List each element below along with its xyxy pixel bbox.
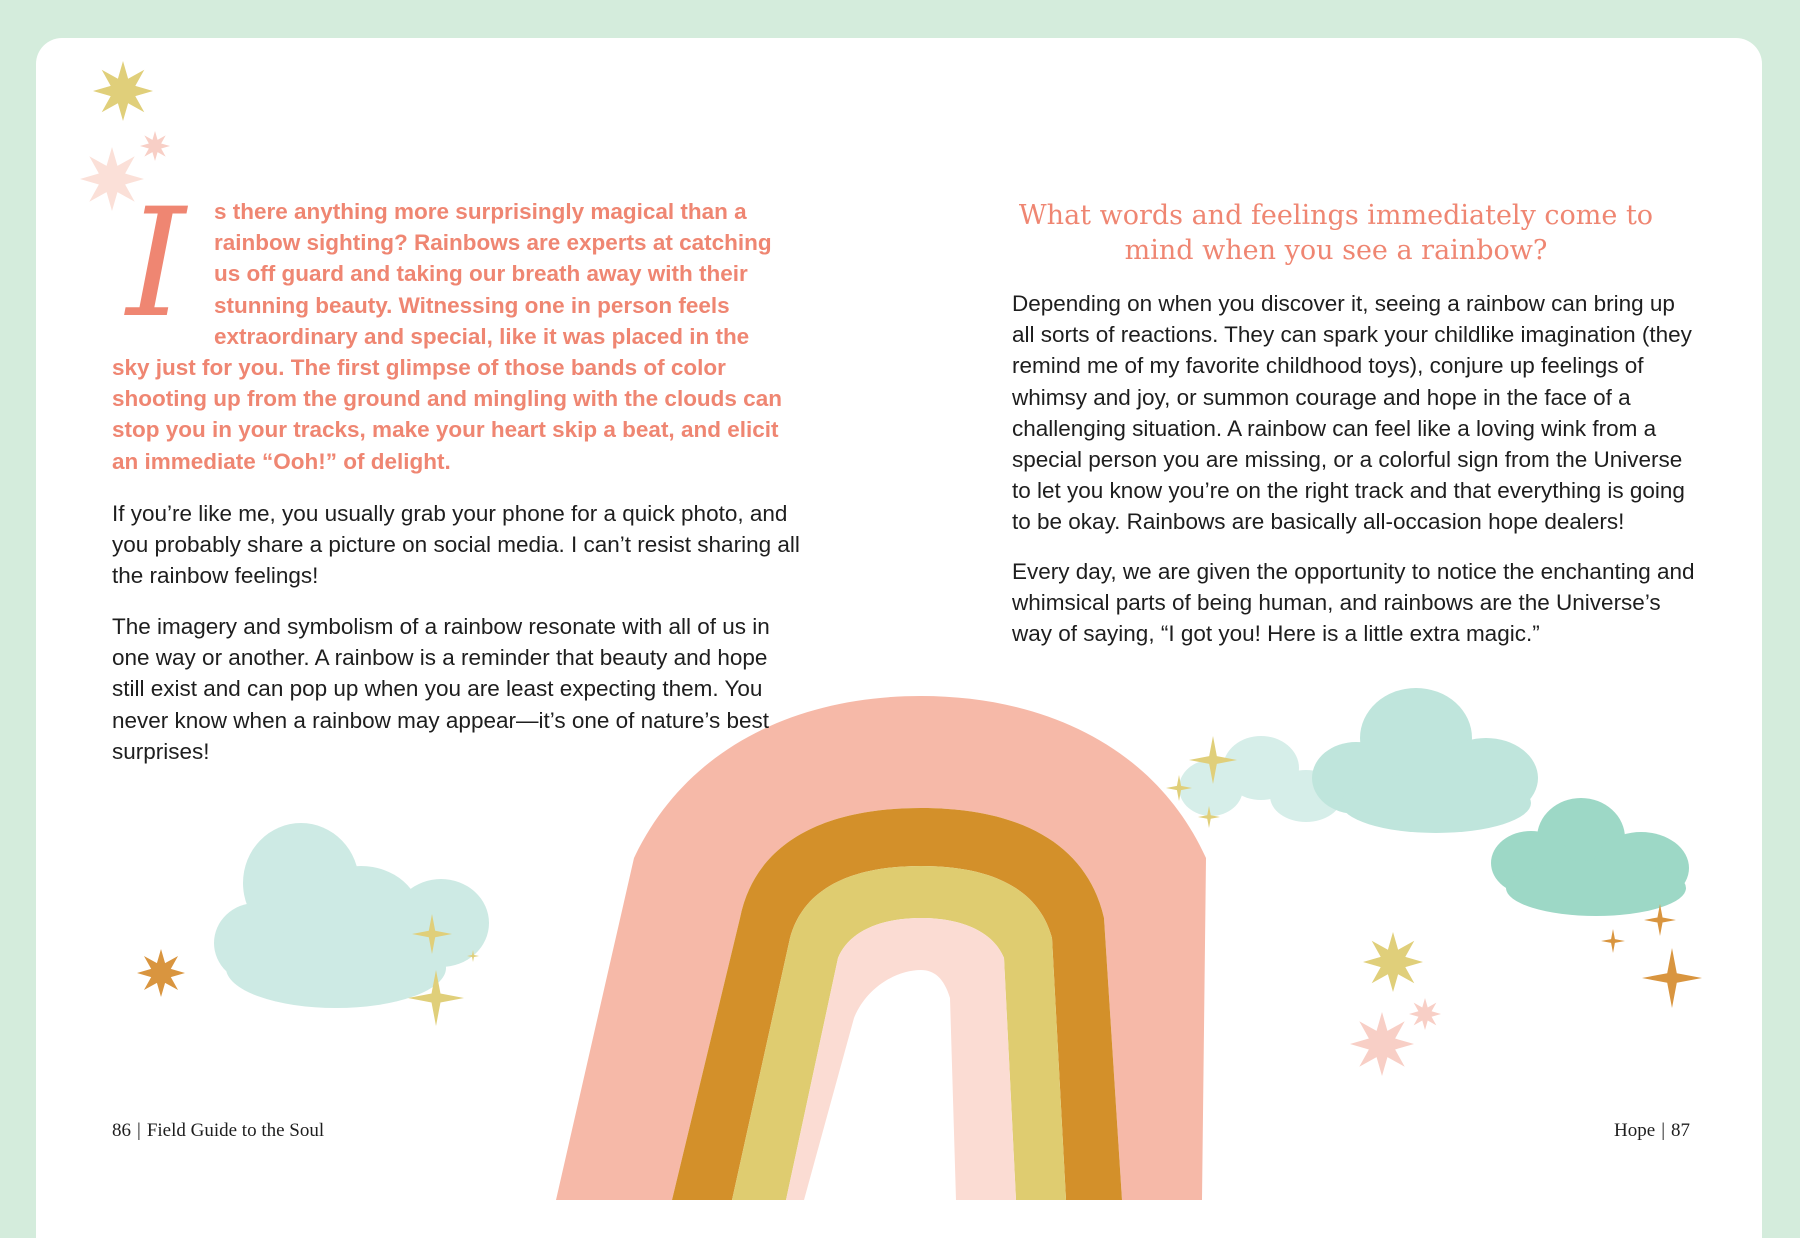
drop-cap: I	[126, 177, 186, 351]
sparkle-star-icon	[1350, 1012, 1414, 1076]
cloud-illustration	[1312, 688, 1538, 833]
sparkle-star-icon	[1601, 929, 1625, 953]
book-spread	[36, 38, 1762, 1238]
folio-separator: |	[137, 1120, 141, 1141]
body-paragraph: Depending on when you discover it, seeing a rainbow can bring up all sorts of reactions. They can spark your childlike imagination (they remind me of my favorite childhood toys), conjure up feelings of whimsy and joy, or summon courage and hope in the face of a challenging situation. A rainbow can feel like a loving wink from a special person you are missing, or a colorful sign from the Universe to let you know you’re on the right track and that everything is going to be okay. Rainbows are basically all-occasion hope dealers!	[1012, 291, 1692, 535]
body-paragraph: The imagery and symbolism of a rainbow resonate with all of us in one way or another. A rainbow is a reminder that beauty and hope still exist and can pop up when you are least expecting them. You never know when a rainbow may appear—it’s one of nature’s best surprises!	[112, 614, 770, 764]
cloud-illustration	[214, 823, 489, 1008]
folio-separator: |	[1661, 1120, 1665, 1141]
section-title: Hope	[1614, 1120, 1656, 1141]
sparkle-star-icon	[137, 949, 185, 997]
book-title: Field Guide to the Soul	[146, 1120, 325, 1141]
lead-paragraph	[112, 177, 792, 477]
sparkle-star-icon	[93, 61, 153, 121]
body-paragraph: If you’re like me, you usually grab your phone for a quick photo, and you probably share a picture on social media. I can’t resist sharing all the rainbow feelings!	[112, 501, 800, 589]
body-paragraph: Every day, we are given the opportunity to notice the enchanting and whimsical parts of being human, and rainbows are the Universe’s way of saying, “I got you! Here is a little extra magic.”	[1012, 559, 1695, 647]
left-page-footer	[112, 1120, 324, 1142]
sparkle-star-icon	[1642, 948, 1702, 1008]
sparkle-star-icon	[1409, 998, 1441, 1030]
page-number: 87	[1671, 1120, 1690, 1141]
page-number: 86	[112, 1120, 131, 1141]
right-page-footer	[1614, 1120, 1690, 1142]
sparkle-star-icon	[140, 131, 170, 161]
journal-prompt-heading: What words and feelings immediately come to mind when you see a rainbow?	[1018, 200, 1654, 266]
rainbow-illustration	[556, 696, 1206, 1200]
lead-text: s there anything more surprisingly magical than a rainbow sighting? Rainbows are experts at catching us off guard and taking our breath away with their stunning beauty. Witnessing one in person feels extraordinary and special, like it was placed in the sky just for you. The first glimpse of those bands of color shooting up from the ground and mingling with the clouds can stop you in your tracks, make your heart skip a beat, and elicit an immediate “Ooh!” of delight.	[112, 199, 782, 474]
sparkle-star-icon	[1363, 932, 1423, 992]
